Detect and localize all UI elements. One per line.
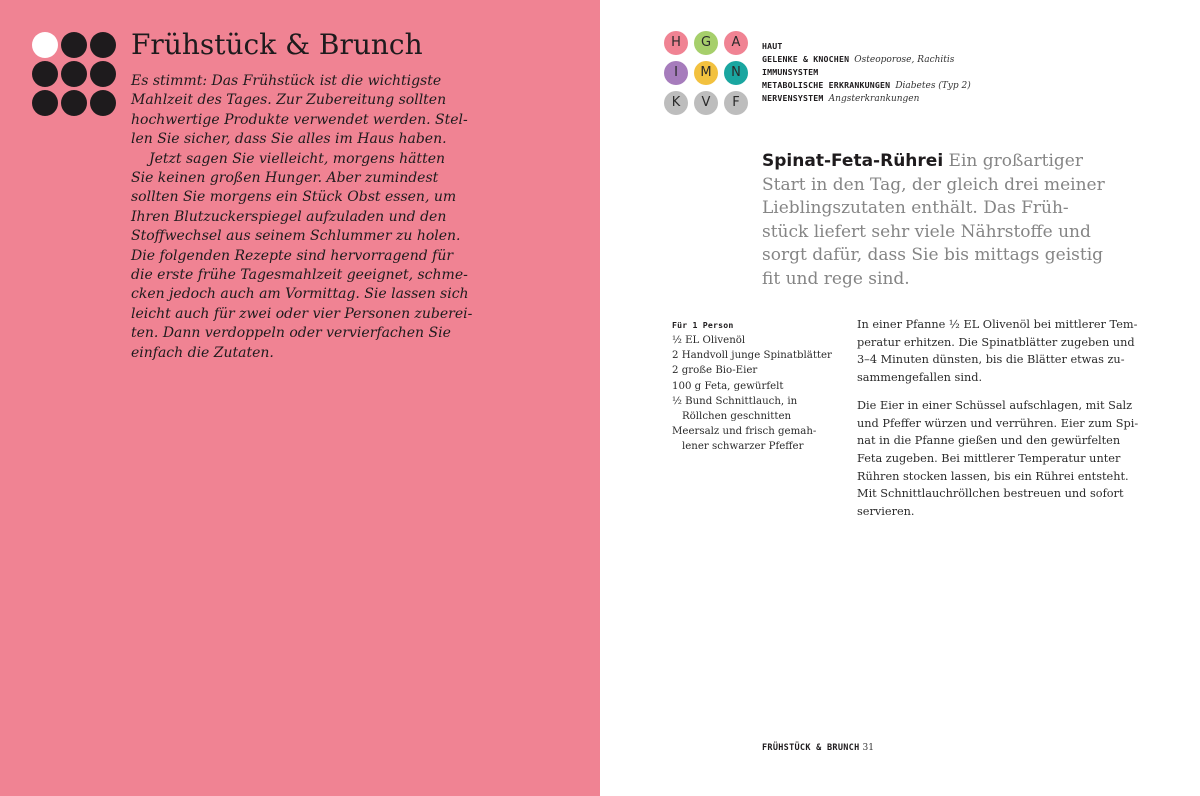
step-line: Die Eier in einer Schüssel aufschlagen, mit Salz (857, 398, 1133, 412)
ingredient-item-continued: lener schwarzer Pfeffer (682, 441, 804, 453)
dot-icon (90, 90, 116, 116)
intro-line: hochwertige Produkte verwendet werden. Stel- (131, 111, 468, 128)
legend-item (762, 37, 971, 50)
dot-icon (61, 90, 87, 116)
legend-item (762, 76, 971, 89)
recipe-intro-line: Start in den Tag, der gleich drei meiner (762, 174, 1105, 195)
legend-term: METABOLISCHE ERKRANKUNGEN (762, 80, 891, 90)
recipe-intro-line: sorgt dafür, dass Sie bis mittags geistig (762, 245, 1104, 265)
recipe-header (762, 150, 1142, 291)
running-footer-label: FRÜHSTÜCK & BRUNCH (762, 743, 860, 753)
recipe-header-first-line (762, 150, 1142, 174)
chapter-title: Frühstück & Brunch (131, 28, 423, 61)
ingredient-item: Meersalz und frisch gemah- (672, 426, 817, 438)
recipe-intro-line: Ein großartiger (948, 151, 1083, 171)
step-line: servieren. (857, 505, 915, 519)
intro-line: ten. Dann verdoppeln oder vervierfachen Sie (131, 325, 451, 342)
step-line: In einer Pfanne ½ EL Olivenöl bei mittlerer Tem- (857, 318, 1138, 331)
dot-icon (32, 32, 58, 58)
recipe-intro-line: Lieblingszutaten enthält. Das Früh- (762, 198, 1069, 218)
health-badge-v: V (694, 91, 718, 115)
legend-term: HAUT (762, 41, 783, 51)
legend-detail: Osteoporose, Rachitis (854, 55, 955, 65)
ingredient-item: ½ Bund Schnittlauch, in (672, 395, 798, 407)
legend-item (762, 50, 971, 63)
intro-line: Es stimmt: Das Frühstück ist die wichtigste (131, 73, 442, 89)
health-badge-h: H (664, 31, 688, 55)
dot-icon (32, 90, 58, 116)
ingredient-item: 100 g Feta, gewürfelt (672, 380, 784, 392)
recipe-title: Spinat-Feta-Rührei (762, 151, 944, 171)
intro-line: Sie keinen großen Hunger. Aber zumindest (131, 170, 439, 187)
step-line: Mit Schnittlauchröllchen bestreuen und sofort (857, 487, 1124, 501)
recipe-intro-line: stück liefert sehr viele Nährstoffe und (762, 221, 1091, 242)
step-line: peratur erhitzen. Die Spinatblätter zugeben und (857, 335, 1135, 349)
ingredient-item-continued: Röllchen geschnitten (682, 411, 792, 423)
step-line: Rühren stocken lassen, bis ein Rührei entsteht. (857, 469, 1129, 483)
health-badge-n: N (724, 61, 748, 85)
step-line: Feta zugeben. Bei mittlerer Temperatur unter (857, 451, 1121, 465)
servings-label: Für 1 Person (672, 320, 734, 330)
health-badge-m: M (694, 61, 718, 85)
dot-icon (61, 61, 87, 87)
chapter-intro (131, 72, 471, 363)
step-line: 3–4 Minuten dünsten, bis die Blätter etwas zu- (857, 353, 1125, 367)
page-number: 31 (862, 743, 874, 753)
health-badge-i: I (664, 61, 688, 85)
intro-line: len Sie sicher, dass Sie alles im Haus haben. (131, 131, 447, 148)
health-badge-grid (664, 31, 748, 117)
intro-line: Ihren Blutzuckerspiegel aufzuladen und den (131, 208, 447, 225)
intro-line: Die folgenden Rezepte sind hervorragend für (131, 247, 454, 264)
health-badge-k: K (664, 91, 688, 115)
page-footer (762, 735, 874, 754)
ingredient-item: 2 Handvoll junge Spinatblätter (672, 350, 832, 362)
recipe-steps (857, 316, 1157, 531)
health-badge-f: F (724, 91, 748, 115)
intro-line: cken jedoch auch am Vormittag. Sie lassen sich (131, 286, 469, 303)
intro-line: die erste frühe Tagesmahlzeit geeignet, schme- (131, 267, 468, 284)
health-legend (762, 37, 971, 102)
step-line: und Pfeffer würzen und verrühren. Eier zum Spi- (857, 416, 1139, 430)
intro-line: Jetzt sagen Sie vielleicht, morgens hätten (149, 150, 446, 167)
legend-detail: Angsterkrankungen (828, 94, 920, 104)
dot-icon (61, 32, 87, 58)
ingredient-item: ½ EL Olivenöl (672, 335, 746, 346)
legend-term: NERVENSYSTEM (762, 93, 824, 103)
dot-icon (90, 32, 116, 58)
intro-line: Stoffwechsel aus seinem Schlummer zu holen. (131, 228, 461, 245)
chapter-dot-grid-icon (32, 32, 116, 116)
recipe-intro-line: fit und rege sind. (762, 268, 910, 289)
dot-icon (90, 61, 116, 87)
dot-icon (32, 61, 58, 87)
intro-line: einfach die Zutaten. (131, 344, 274, 361)
step-line: nat in die Pfanne gießen und den gewürfelten (857, 434, 1121, 448)
health-badge-g: G (694, 31, 718, 55)
legend-term: IMMUNSYSTEM (762, 67, 819, 77)
legend-detail: Diabetes (Typ 2) (895, 81, 971, 91)
ingredient-list (672, 318, 842, 455)
recipe-step (857, 316, 1157, 387)
intro-line: sollten Sie morgens ein Stück Obst essen, um (131, 189, 457, 206)
legend-term: GELENKE & KNOCHEN (762, 54, 850, 64)
health-badge-a: A (724, 31, 748, 55)
intro-line: Mahlzeit des Tages. Zur Zubereitung sollten (131, 92, 447, 109)
recipe-step (857, 397, 1157, 521)
step-line: sammengefallen sind. (857, 371, 983, 385)
intro-line: leicht auch für zwei oder vier Personen zuberei- (131, 305, 473, 322)
ingredient-item: 2 große Bio-Eier (672, 365, 758, 377)
